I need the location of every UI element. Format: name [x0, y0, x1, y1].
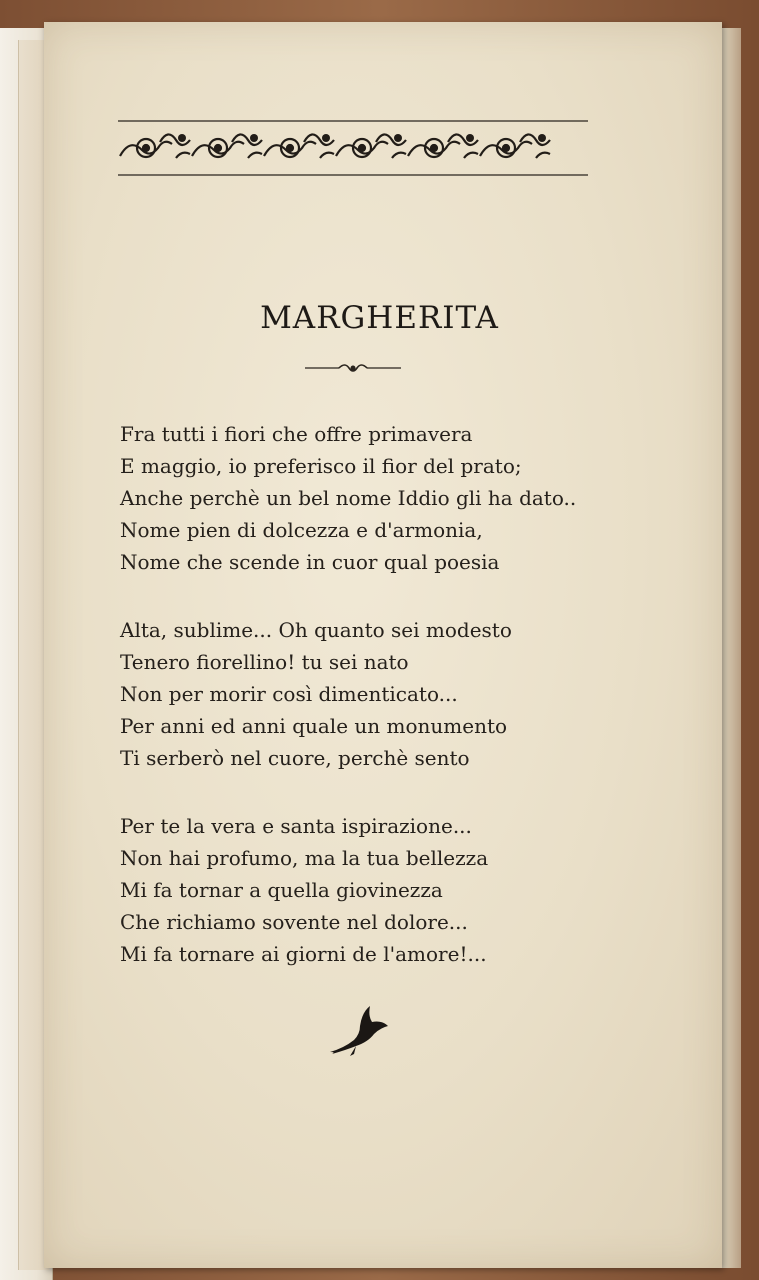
floral-ornament-icon: [116, 118, 590, 178]
poem-line: Ti serberò nel cuore, perchè sento: [120, 746, 470, 770]
poem-title: MARGHERITA: [260, 300, 499, 336]
poem-line: Nome che scende in cuor qual poesia: [120, 550, 500, 574]
poem-line: Che richiamo sovente nel dolore...: [120, 910, 468, 934]
stanza-3: [120, 810, 680, 970]
bird-icon: [326, 1002, 390, 1062]
poem-line: Non per morir così dimenticato...: [120, 682, 458, 706]
poem-line: Per anni ed anni quale un monumento: [120, 714, 508, 738]
poem-line: Mi fa tornare ai giorni de l'amore!...: [120, 942, 487, 966]
poem-line: Per te la vera e santa ispirazione...: [120, 814, 472, 838]
poem-line: Nome pien di dolcezza e d'armonia,: [120, 518, 483, 542]
poem-line: Tenero fiorellino! tu sei nato: [120, 650, 409, 674]
poem-line: Mi fa tornar a quella giovinezza: [120, 878, 443, 902]
flourish-divider-icon: [305, 358, 401, 378]
poem-line: Non hai profumo, ma la tua bellezza: [120, 846, 489, 870]
poem-line: Alta, sublime... Oh quanto sei modesto: [120, 618, 512, 642]
stanza-2: [120, 614, 680, 774]
poem-line: Fra tutti i fiori che offre primavera: [120, 422, 473, 446]
stanza-1: [120, 418, 680, 578]
poem-line: Anche perchè un bel nome Iddio gli ha dato..: [120, 486, 577, 510]
poem-line: E maggio, io preferisco il fior del prato;: [120, 454, 522, 478]
